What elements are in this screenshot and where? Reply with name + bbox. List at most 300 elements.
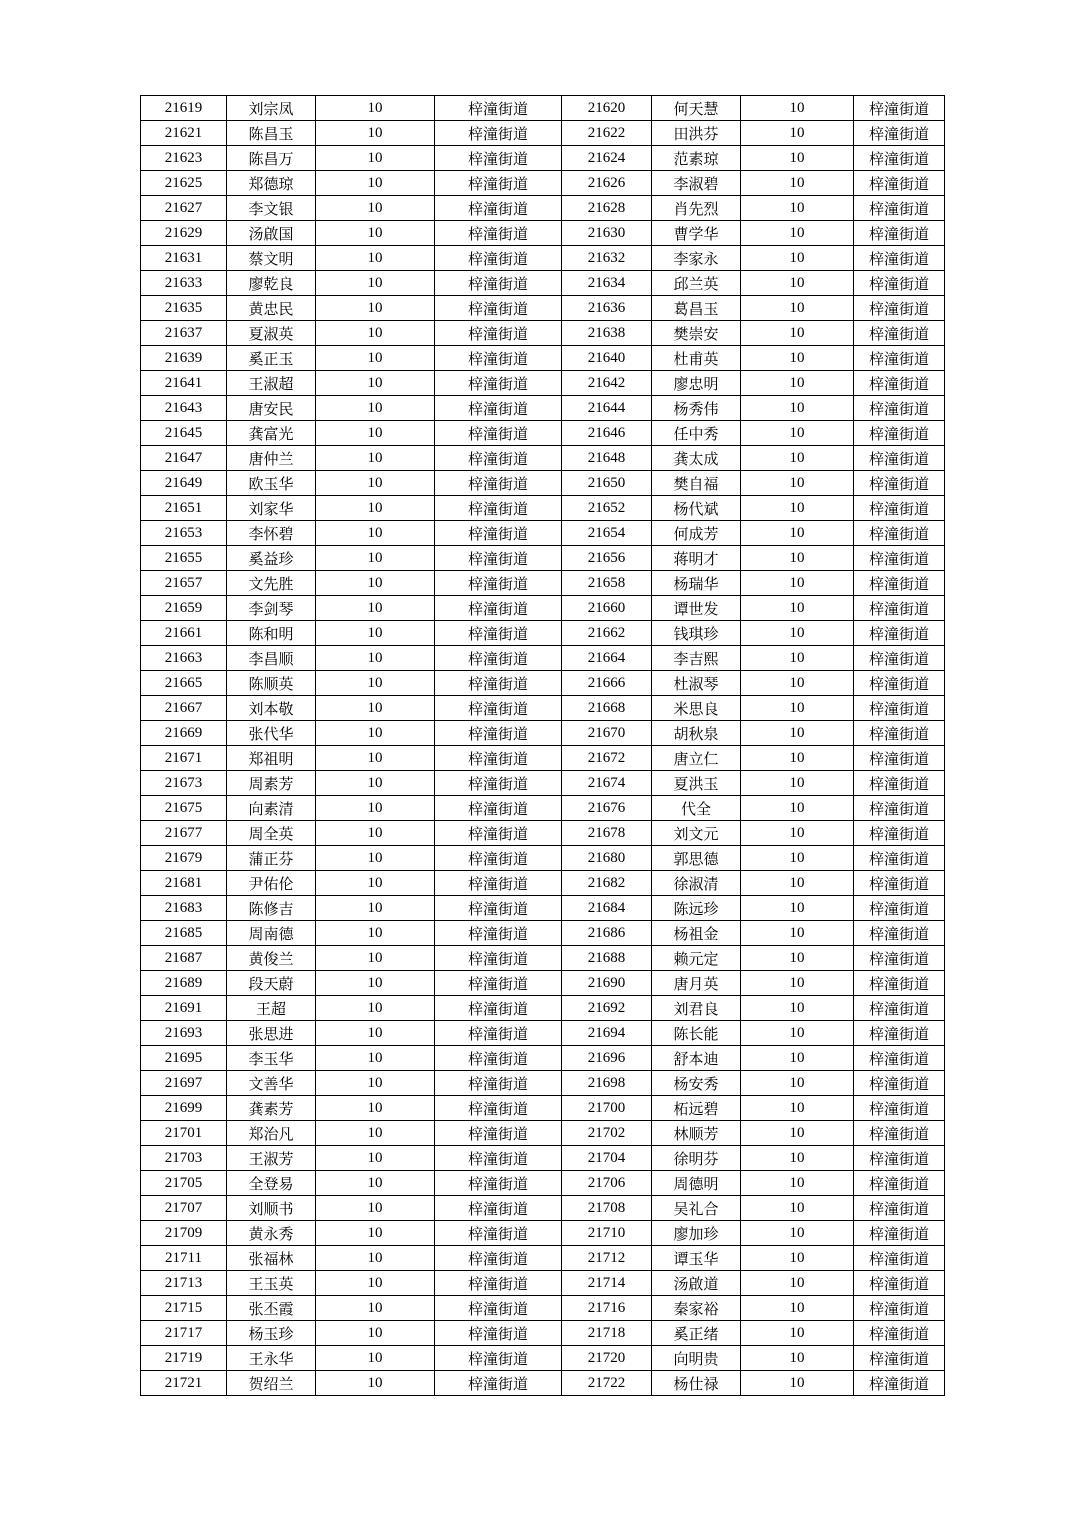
- amount-left: 10: [316, 721, 435, 746]
- table-row: [141, 1146, 945, 1171]
- amount-left: 10: [316, 271, 435, 296]
- subdistrict-left: 梓潼街道: [435, 271, 562, 296]
- serial-number-left: 21627: [141, 196, 227, 221]
- subdistrict-left: 梓潼街道: [435, 671, 562, 696]
- amount-right: 10: [741, 1071, 854, 1096]
- subdistrict-left: 梓潼街道: [435, 846, 562, 871]
- person-name-right: 周德明: [652, 1171, 741, 1196]
- amount-right: 10: [741, 146, 854, 171]
- subdistrict-left: 梓潼街道: [435, 96, 562, 121]
- person-name-right: 杨秀伟: [652, 396, 741, 421]
- subdistrict-right: 梓潼街道: [854, 196, 945, 221]
- subdistrict-left: 梓潼街道: [435, 221, 562, 246]
- person-name-left: 文先胜: [227, 571, 316, 596]
- person-name-left: 张思进: [227, 1021, 316, 1046]
- serial-number-left: 21669: [141, 721, 227, 746]
- person-name-right: 田洪芬: [652, 121, 741, 146]
- serial-number-left: 21673: [141, 771, 227, 796]
- subdistrict-right: 梓潼街道: [854, 721, 945, 746]
- amount-right: 10: [741, 521, 854, 546]
- table-row: [141, 596, 945, 621]
- person-name-right: 廖忠明: [652, 371, 741, 396]
- amount-left: 10: [316, 1221, 435, 1246]
- person-name-right: 徐淑清: [652, 871, 741, 896]
- person-name-left: 夏淑英: [227, 321, 316, 346]
- subdistrict-right: 梓潼街道: [854, 546, 945, 571]
- subdistrict-right: 梓潼街道: [854, 746, 945, 771]
- table-row: [141, 1296, 945, 1321]
- person-name-right: 杨代斌: [652, 496, 741, 521]
- subdistrict-left: 梓潼街道: [435, 546, 562, 571]
- table-row: [141, 821, 945, 846]
- subdistrict-right: 梓潼街道: [854, 271, 945, 296]
- serial-number-left: 21619: [141, 96, 227, 121]
- subdistrict-left: 梓潼街道: [435, 696, 562, 721]
- subdistrict-left: 梓潼街道: [435, 1371, 562, 1396]
- table-row: [141, 371, 945, 396]
- serial-number-right: 21658: [562, 571, 652, 596]
- person-name-left: 张福林: [227, 1246, 316, 1271]
- serial-number-left: 21655: [141, 546, 227, 571]
- subdistrict-left: 梓潼街道: [435, 771, 562, 796]
- person-name-left: 周南德: [227, 921, 316, 946]
- serial-number-left: 21625: [141, 171, 227, 196]
- table-row: [141, 1121, 945, 1146]
- person-name-left: 王玉英: [227, 1271, 316, 1296]
- subdistrict-left: 梓潼街道: [435, 471, 562, 496]
- person-name-left: 陈和明: [227, 621, 316, 646]
- amount-right: 10: [741, 1321, 854, 1346]
- subdistrict-right: 梓潼街道: [854, 221, 945, 246]
- serial-number-left: 21715: [141, 1296, 227, 1321]
- person-name-left: 杨玉珍: [227, 1321, 316, 1346]
- subdistrict-right: 梓潼街道: [854, 696, 945, 721]
- person-name-right: 樊崇安: [652, 321, 741, 346]
- serial-number-left: 21707: [141, 1196, 227, 1221]
- subdistrict-right: 梓潼街道: [854, 1146, 945, 1171]
- serial-number-right: 21718: [562, 1321, 652, 1346]
- subdistrict-right: 梓潼街道: [854, 1371, 945, 1396]
- amount-left: 10: [316, 146, 435, 171]
- person-name-left: 段天蔚: [227, 971, 316, 996]
- amount-left: 10: [316, 821, 435, 846]
- table-row: [141, 246, 945, 271]
- amount-right: 10: [741, 971, 854, 996]
- serial-number-left: 21661: [141, 621, 227, 646]
- person-name-left: 郑治凡: [227, 1121, 316, 1146]
- amount-right: 10: [741, 396, 854, 421]
- person-name-right: 赖元定: [652, 946, 741, 971]
- amount-left: 10: [316, 1346, 435, 1371]
- amount-left: 10: [316, 1371, 435, 1396]
- person-name-right: 李吉熙: [652, 646, 741, 671]
- subdistrict-right: 梓潼街道: [854, 1296, 945, 1321]
- amount-right: 10: [741, 221, 854, 246]
- subdistrict-left: 梓潼街道: [435, 196, 562, 221]
- subdistrict-right: 梓潼街道: [854, 771, 945, 796]
- amount-right: 10: [741, 1146, 854, 1171]
- subdistrict-right: 梓潼街道: [854, 396, 945, 421]
- amount-left: 10: [316, 421, 435, 446]
- serial-number-left: 21657: [141, 571, 227, 596]
- subdistrict-right: 梓潼街道: [854, 121, 945, 146]
- subdistrict-right: 梓潼街道: [854, 421, 945, 446]
- person-name-right: 夏洪玉: [652, 771, 741, 796]
- table-row: [141, 96, 945, 121]
- person-name-left: 陈顺英: [227, 671, 316, 696]
- subdistrict-left: 梓潼街道: [435, 1146, 562, 1171]
- subdistrict-right: 梓潼街道: [854, 1321, 945, 1346]
- person-name-left: 欧玉华: [227, 471, 316, 496]
- person-name-left: 龚富光: [227, 421, 316, 446]
- amount-left: 10: [316, 846, 435, 871]
- subdistrict-left: 梓潼街道: [435, 646, 562, 671]
- subdistrict-right: 梓潼街道: [854, 1246, 945, 1271]
- person-name-right: 龚太成: [652, 446, 741, 471]
- subdistrict-right: 梓潼街道: [854, 246, 945, 271]
- subdistrict-left: 梓潼街道: [435, 1096, 562, 1121]
- amount-left: 10: [316, 1171, 435, 1196]
- amount-right: 10: [741, 671, 854, 696]
- subdistrict-right: 梓潼街道: [854, 296, 945, 321]
- amount-right: 10: [741, 621, 854, 646]
- subdistrict-right: 梓潼街道: [854, 671, 945, 696]
- table-row: [141, 971, 945, 996]
- table-row: [141, 846, 945, 871]
- subdistrict-left: 梓潼街道: [435, 446, 562, 471]
- amount-right: 10: [741, 746, 854, 771]
- amount-left: 10: [316, 321, 435, 346]
- table-body: [141, 96, 945, 1396]
- person-name-right: 唐立仁: [652, 746, 741, 771]
- amount-right: 10: [741, 471, 854, 496]
- serial-number-right: 21684: [562, 896, 652, 921]
- table-row: [141, 1246, 945, 1271]
- amount-left: 10: [316, 346, 435, 371]
- serial-number-right: 21640: [562, 346, 652, 371]
- person-name-right: 陈长能: [652, 1021, 741, 1046]
- person-name-right: 杨瑞华: [652, 571, 741, 596]
- table-row: [141, 471, 945, 496]
- subdistrict-right: 梓潼街道: [854, 796, 945, 821]
- serial-number-left: 21697: [141, 1071, 227, 1096]
- person-name-right: 何成芳: [652, 521, 741, 546]
- subdistrict-right: 梓潼街道: [854, 646, 945, 671]
- person-name-left: 奚正玉: [227, 346, 316, 371]
- amount-left: 10: [316, 871, 435, 896]
- person-name-right: 陈远珍: [652, 896, 741, 921]
- serial-number-left: 21713: [141, 1271, 227, 1296]
- subdistrict-right: 梓潼街道: [854, 1071, 945, 1096]
- amount-left: 10: [316, 1196, 435, 1221]
- serial-number-right: 21656: [562, 546, 652, 571]
- subdistrict-left: 梓潼街道: [435, 1021, 562, 1046]
- serial-number-left: 21663: [141, 646, 227, 671]
- serial-number-right: 21626: [562, 171, 652, 196]
- person-name-left: 王淑芳: [227, 1146, 316, 1171]
- serial-number-left: 21623: [141, 146, 227, 171]
- subdistrict-right: 梓潼街道: [854, 1271, 945, 1296]
- subdistrict-left: 梓潼街道: [435, 521, 562, 546]
- person-name-left: 李剑琴: [227, 596, 316, 621]
- amount-left: 10: [316, 496, 435, 521]
- person-name-right: 蒋明才: [652, 546, 741, 571]
- serial-number-right: 21644: [562, 396, 652, 421]
- amount-right: 10: [741, 321, 854, 346]
- person-name-right: 奚正绪: [652, 1321, 741, 1346]
- amount-right: 10: [741, 821, 854, 846]
- serial-number-left: 21629: [141, 221, 227, 246]
- amount-right: 10: [741, 696, 854, 721]
- table-row: [141, 1046, 945, 1071]
- subdistrict-left: 梓潼街道: [435, 871, 562, 896]
- subdistrict-right: 梓潼街道: [854, 346, 945, 371]
- serial-number-left: 21685: [141, 921, 227, 946]
- serial-number-left: 21721: [141, 1371, 227, 1396]
- serial-number-left: 21635: [141, 296, 227, 321]
- amount-left: 10: [316, 796, 435, 821]
- serial-number-left: 21677: [141, 821, 227, 846]
- table-row: [141, 1196, 945, 1221]
- amount-left: 10: [316, 1271, 435, 1296]
- table-row: [141, 771, 945, 796]
- subdistrict-right: 梓潼街道: [854, 496, 945, 521]
- person-name-right: 杨祖金: [652, 921, 741, 946]
- serial-number-left: 21717: [141, 1321, 227, 1346]
- table-row: [141, 121, 945, 146]
- subdistrict-left: 梓潼街道: [435, 746, 562, 771]
- subdistrict-left: 梓潼街道: [435, 996, 562, 1021]
- amount-right: 10: [741, 846, 854, 871]
- table-row: [141, 921, 945, 946]
- person-name-left: 郑德琼: [227, 171, 316, 196]
- table-row: [141, 196, 945, 221]
- table-row: [141, 346, 945, 371]
- person-name-left: 张丕霞: [227, 1296, 316, 1321]
- serial-number-right: 21634: [562, 271, 652, 296]
- serial-number-right: 21654: [562, 521, 652, 546]
- serial-number-left: 21639: [141, 346, 227, 371]
- person-name-left: 陈昌玉: [227, 121, 316, 146]
- table-row: [141, 521, 945, 546]
- serial-number-right: 21662: [562, 621, 652, 646]
- serial-number-right: 21636: [562, 296, 652, 321]
- table-row: [141, 446, 945, 471]
- serial-number-right: 21664: [562, 646, 652, 671]
- subdistrict-right: 梓潼街道: [854, 946, 945, 971]
- serial-number-left: 21667: [141, 696, 227, 721]
- person-name-right: 任中秀: [652, 421, 741, 446]
- subdistrict-left: 梓潼街道: [435, 621, 562, 646]
- table-row: [141, 221, 945, 246]
- serial-number-left: 21621: [141, 121, 227, 146]
- person-name-right: 向明贵: [652, 1346, 741, 1371]
- table-row: [141, 321, 945, 346]
- amount-right: 10: [741, 246, 854, 271]
- person-name-right: 杨安秀: [652, 1071, 741, 1096]
- amount-left: 10: [316, 646, 435, 671]
- subdistrict-left: 梓潼街道: [435, 396, 562, 421]
- serial-number-left: 21641: [141, 371, 227, 396]
- serial-number-right: 21680: [562, 846, 652, 871]
- serial-number-right: 21686: [562, 921, 652, 946]
- person-name-right: 舒本迪: [652, 1046, 741, 1071]
- table-row: [141, 896, 945, 921]
- serial-number-right: 21628: [562, 196, 652, 221]
- person-name-right: 唐月英: [652, 971, 741, 996]
- serial-number-right: 21700: [562, 1096, 652, 1121]
- amount-left: 10: [316, 971, 435, 996]
- subdistrict-right: 梓潼街道: [854, 1171, 945, 1196]
- serial-number-right: 21710: [562, 1221, 652, 1246]
- amount-left: 10: [316, 696, 435, 721]
- serial-number-left: 21689: [141, 971, 227, 996]
- subdistrict-left: 梓潼街道: [435, 1071, 562, 1096]
- person-name-left: 蒲正芬: [227, 846, 316, 871]
- table-row: [141, 1021, 945, 1046]
- person-name-left: 贺绍兰: [227, 1371, 316, 1396]
- subdistrict-left: 梓潼街道: [435, 346, 562, 371]
- subdistrict-left: 梓潼街道: [435, 821, 562, 846]
- person-name-right: 刘文元: [652, 821, 741, 846]
- table-row: [141, 146, 945, 171]
- serial-number-left: 21675: [141, 796, 227, 821]
- amount-right: 10: [741, 1371, 854, 1396]
- person-name-right: 杨仕禄: [652, 1371, 741, 1396]
- person-name-left: 王永华: [227, 1346, 316, 1371]
- person-name-right: 徐明芬: [652, 1146, 741, 1171]
- subdistrict-right: 梓潼街道: [854, 896, 945, 921]
- serial-number-right: 21698: [562, 1071, 652, 1096]
- amount-left: 10: [316, 746, 435, 771]
- person-name-right: 李淑碧: [652, 171, 741, 196]
- subdistrict-right: 梓潼街道: [854, 871, 945, 896]
- person-name-left: 汤啟国: [227, 221, 316, 246]
- amount-left: 10: [316, 1021, 435, 1046]
- amount-right: 10: [741, 1096, 854, 1121]
- person-name-right: 吴礼合: [652, 1196, 741, 1221]
- subdistrict-right: 梓潼街道: [854, 1121, 945, 1146]
- person-name-left: 奚益珍: [227, 546, 316, 571]
- subdistrict-left: 梓潼街道: [435, 171, 562, 196]
- person-name-left: 文善华: [227, 1071, 316, 1096]
- amount-right: 10: [741, 571, 854, 596]
- serial-number-right: 21690: [562, 971, 652, 996]
- subdistrict-right: 梓潼街道: [854, 1346, 945, 1371]
- person-name-right: 米思良: [652, 696, 741, 721]
- subdistrict-right: 梓潼街道: [854, 571, 945, 596]
- amount-right: 10: [741, 446, 854, 471]
- person-name-left: 唐仲兰: [227, 446, 316, 471]
- amount-right: 10: [741, 796, 854, 821]
- person-name-left: 张代华: [227, 721, 316, 746]
- serial-number-left: 21651: [141, 496, 227, 521]
- serial-number-right: 21676: [562, 796, 652, 821]
- subdistrict-right: 梓潼街道: [854, 821, 945, 846]
- amount-right: 10: [741, 121, 854, 146]
- table-row: [141, 1071, 945, 1096]
- person-name-left: 李昌顺: [227, 646, 316, 671]
- person-name-right: 廖加珍: [652, 1221, 741, 1246]
- person-name-right: 杜甫英: [652, 346, 741, 371]
- subdistrict-right: 梓潼街道: [854, 371, 945, 396]
- serial-number-right: 21668: [562, 696, 652, 721]
- amount-right: 10: [741, 946, 854, 971]
- amount-left: 10: [316, 396, 435, 421]
- amount-right: 10: [741, 1296, 854, 1321]
- person-name-left: 廖乾良: [227, 271, 316, 296]
- serial-number-right: 21712: [562, 1246, 652, 1271]
- table-row: [141, 396, 945, 421]
- serial-number-right: 21722: [562, 1371, 652, 1396]
- subdistrict-left: 梓潼街道: [435, 146, 562, 171]
- serial-number-right: 21630: [562, 221, 652, 246]
- subdistrict-right: 梓潼街道: [854, 1196, 945, 1221]
- subdistrict-left: 梓潼街道: [435, 946, 562, 971]
- subdistrict-left: 梓潼街道: [435, 1196, 562, 1221]
- serial-number-left: 21693: [141, 1021, 227, 1046]
- serial-number-right: 21692: [562, 996, 652, 1021]
- amount-left: 10: [316, 1146, 435, 1171]
- serial-number-left: 21695: [141, 1046, 227, 1071]
- subdistrict-left: 梓潼街道: [435, 721, 562, 746]
- subdistrict-right: 梓潼街道: [854, 846, 945, 871]
- amount-right: 10: [741, 646, 854, 671]
- person-name-right: 杜淑琴: [652, 671, 741, 696]
- serial-number-left: 21719: [141, 1346, 227, 1371]
- table-row: [141, 496, 945, 521]
- person-name-right: 樊自福: [652, 471, 741, 496]
- person-name-right: 汤啟道: [652, 1271, 741, 1296]
- amount-left: 10: [316, 1121, 435, 1146]
- serial-number-left: 21659: [141, 596, 227, 621]
- serial-number-left: 21699: [141, 1096, 227, 1121]
- person-name-left: 黄俊兰: [227, 946, 316, 971]
- subdistrict-left: 梓潼街道: [435, 1346, 562, 1371]
- subdistrict-right: 梓潼街道: [854, 1221, 945, 1246]
- table-row: [141, 1321, 945, 1346]
- subdistrict-right: 梓潼街道: [854, 446, 945, 471]
- amount-left: 10: [316, 571, 435, 596]
- person-name-right: 邱兰英: [652, 271, 741, 296]
- serial-number-right: 21706: [562, 1171, 652, 1196]
- amount-left: 10: [316, 946, 435, 971]
- person-name-right: 范素琼: [652, 146, 741, 171]
- person-name-left: 刘宗凤: [227, 96, 316, 121]
- amount-right: 10: [741, 371, 854, 396]
- serial-number-right: 21650: [562, 471, 652, 496]
- subdistrict-left: 梓潼街道: [435, 1271, 562, 1296]
- serial-number-right: 21642: [562, 371, 652, 396]
- amount-left: 10: [316, 1321, 435, 1346]
- subdistrict-right: 梓潼街道: [854, 921, 945, 946]
- amount-right: 10: [741, 1121, 854, 1146]
- amount-right: 10: [741, 596, 854, 621]
- amount-right: 10: [741, 996, 854, 1021]
- serial-number-left: 21701: [141, 1121, 227, 1146]
- serial-number-right: 21648: [562, 446, 652, 471]
- serial-number-left: 21637: [141, 321, 227, 346]
- person-name-left: 向素清: [227, 796, 316, 821]
- serial-number-left: 21633: [141, 271, 227, 296]
- person-name-left: 郑祖明: [227, 746, 316, 771]
- person-name-left: 蔡文明: [227, 246, 316, 271]
- serial-number-right: 21688: [562, 946, 652, 971]
- amount-right: 10: [741, 1246, 854, 1271]
- serial-number-right: 21696: [562, 1046, 652, 1071]
- serial-number-left: 21643: [141, 396, 227, 421]
- subdistrict-right: 梓潼街道: [854, 596, 945, 621]
